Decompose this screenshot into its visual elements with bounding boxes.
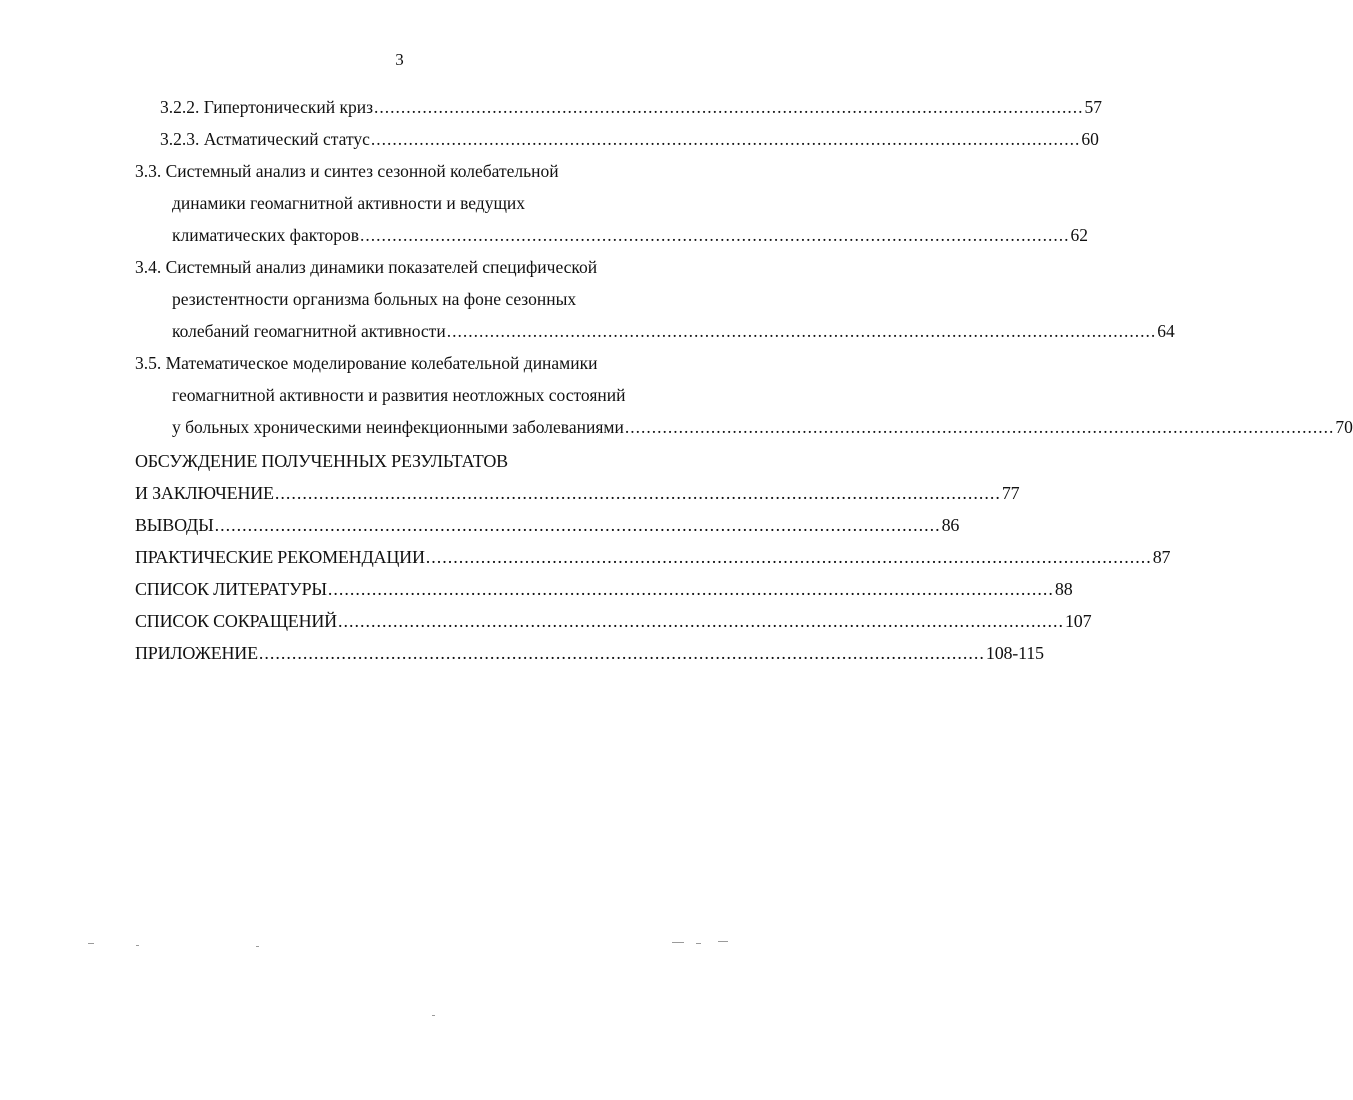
dot-leader: .................................................................................................................................... xyxy=(359,225,1070,245)
toc-entry-title: 3.3. Системный анализ и синтез сезонной колебательной xyxy=(135,161,559,181)
dot-leader: .................................................................................................................................... xyxy=(374,97,1084,117)
dot-leader: .................................................................................................................................... xyxy=(624,417,1335,437)
dot-leader: .................................................................................................................................... xyxy=(274,483,1001,503)
page-number: 3 xyxy=(395,50,404,69)
toc-entry-3-4-line2 xyxy=(172,285,576,313)
toc-entry-discussion-line2 xyxy=(135,479,1020,507)
toc-entry-title: климатических факторов xyxy=(172,225,359,245)
dot-leader: .................................................................................................................................... xyxy=(214,515,941,535)
scan-speck xyxy=(432,1015,435,1016)
toc-entry-3-2-2 xyxy=(160,93,1103,121)
scan-speck xyxy=(88,943,94,944)
toc-entry-3-5-line3 xyxy=(172,413,1353,441)
toc-entry-title: ВЫВОДЫ xyxy=(135,515,214,535)
toc-entry-page: 88 xyxy=(1054,579,1073,599)
toc-entry-title: 3.5. Математическое моделирование колебательной динамики xyxy=(135,353,598,373)
toc-entry-3-3-line1 xyxy=(135,157,559,185)
scan-artifacts xyxy=(0,940,799,1030)
toc-entry-title: у больных хроническими неинфекционными заболеваниями xyxy=(172,417,624,437)
scan-speck xyxy=(136,945,139,946)
toc-entry-title: ПРАКТИЧЕСКИЕ РЕКОМЕНДАЦИИ xyxy=(135,547,425,567)
toc-entry-title: 3.2.2. Гипертонический криз xyxy=(160,97,374,117)
toc-entry-references xyxy=(135,575,1073,603)
scan-speck xyxy=(672,942,684,943)
toc-entry-title: динамики геомагнитной активности и ведущих xyxy=(172,193,526,213)
toc-entry-title: 3.4. Системный анализ динамики показателей специфической xyxy=(135,257,598,277)
toc-entry-conclusions xyxy=(135,511,960,539)
toc-entry-page: 60 xyxy=(1081,129,1099,149)
toc-entry-page: 64 xyxy=(1157,321,1175,341)
toc-entry-page: 57 xyxy=(1084,97,1103,117)
toc-entry-abbreviations xyxy=(135,607,1092,635)
dot-leader: .................................................................................................................................... xyxy=(370,129,1081,149)
scan-speck xyxy=(718,941,728,942)
toc-entry-title: резистентности организма больных на фоне сезонных xyxy=(172,289,577,309)
toc-entry-3-3-line3 xyxy=(172,221,1088,249)
toc-entry-page: 87 xyxy=(1152,547,1171,567)
toc-entry-page: 108-115 xyxy=(985,643,1044,663)
toc-entry-discussion-line1 xyxy=(135,447,508,475)
toc-entry-title: геомагнитной активности и развития неотложных состояний xyxy=(172,385,626,405)
toc-entry-page: 70 xyxy=(1335,417,1353,437)
toc-entry-title: СПИСОК ЛИТЕРАТУРЫ xyxy=(135,579,327,599)
toc-entry-appendix xyxy=(135,639,1044,667)
toc-entry-page: 107 xyxy=(1064,611,1092,631)
toc-entry-3-4-line3 xyxy=(172,317,1175,345)
dot-leader: .................................................................................................................................... xyxy=(327,579,1054,599)
dot-leader: .................................................................................................................................... xyxy=(446,321,1157,341)
toc-entry-page: 62 xyxy=(1070,225,1088,245)
toc-entry-title: И ЗАКЛЮЧЕНИЕ xyxy=(135,483,274,503)
toc-entry-page: 77 xyxy=(1001,483,1020,503)
toc-entry-3-5-line1 xyxy=(135,349,598,377)
toc-entry-3-4-line1 xyxy=(135,253,597,281)
toc-entry-title: ПРИЛОЖЕНИЕ xyxy=(135,643,258,663)
toc-entry-title: ОБСУЖДЕНИЕ ПОЛУЧЕННЫХ РЕЗУЛЬТАТОВ xyxy=(135,451,508,471)
toc-entry-page: 86 xyxy=(941,515,960,535)
toc-entry-3-2-3 xyxy=(160,125,1099,153)
dot-leader: .................................................................................................................................... xyxy=(258,643,985,663)
toc-entry-recommendations xyxy=(135,543,1171,571)
toc-entry-title: СПИСОК СОКРАЩЕНИЙ xyxy=(135,611,337,631)
scan-speck xyxy=(696,943,701,944)
toc-entry-title: 3.2.3. Астматический статус xyxy=(160,129,370,149)
toc-entry-3-5-line2 xyxy=(172,381,625,409)
dot-leader: .................................................................................................................................... xyxy=(337,611,1064,631)
toc-entry-3-3-line2 xyxy=(172,189,525,217)
dot-leader: .................................................................................................................................... xyxy=(425,547,1152,567)
scan-speck xyxy=(256,946,259,947)
toc-entry-title: колебаний геомагнитной активности xyxy=(172,321,446,341)
